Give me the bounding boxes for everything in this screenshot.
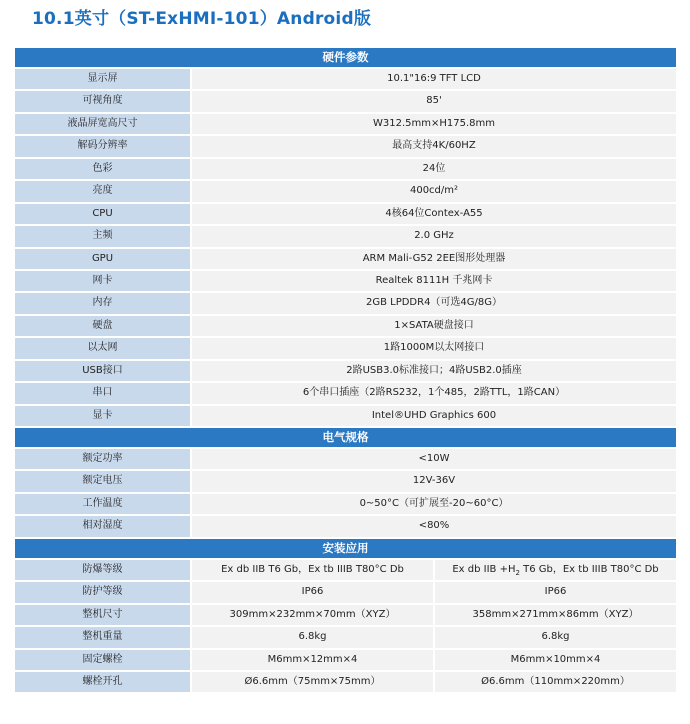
table-row [15,582,676,602]
row-label: 固定螺栓 [15,650,190,670]
row-label: 硬盘 [15,316,190,336]
row-label: 解码分辨率 [15,136,190,156]
row-label: 额定功率 [15,449,190,469]
installation-rows [15,560,676,695]
row-value: 0~50°C（可扩展至-20~60°C） [192,494,676,514]
table-row [15,383,676,403]
row-label: 额定电压 [15,471,190,491]
row-value: <10W [192,449,676,469]
row-label: 相对湿度 [15,516,190,536]
row-label: 色彩 [15,159,190,179]
row-label: 主频 [15,226,190,246]
table-row [15,560,676,580]
row-value: 2路USB3.0标准接口；4路USB2.0插座 [192,361,676,381]
table-row [15,650,676,670]
row-value: ARM Mali-G52 2EE图形处理器 [192,249,676,269]
table-row [15,249,676,269]
row-value-a: Ex db IIB T6 Gb，Ex tb IIIB T80°C Db [192,560,433,580]
table-row [15,406,676,426]
row-value: 1×SATA硬盘接口 [192,316,676,336]
table-row [15,449,676,469]
section-header-electrical: 电气规格 [15,428,676,447]
table-row [15,226,676,246]
row-value-b: 6.8kg [435,627,676,647]
row-value: 2.0 GHz [192,226,676,246]
row-value-b: M6mm×10mm×4 [435,650,676,670]
row-label: 显卡 [15,406,190,426]
row-label: 防护等级 [15,582,190,602]
value-b-pre: Ex db IIB +H [452,563,516,575]
table-row [15,672,676,692]
row-label: 防爆等级 [15,560,190,580]
value-b-sub: 2 [515,568,520,577]
table-row [15,271,676,291]
table-row [15,338,676,358]
table-row [15,181,676,201]
table-row [15,114,676,134]
row-label: 工作温度 [15,494,190,514]
page-title: 10.1英寸（ST-ExHMI-101）Android版 [32,9,372,29]
spec-table [15,48,676,694]
row-value: Realtek 8111H 千兆网卡 [192,271,676,291]
value-b-post: T6 Gb，Ex tb IIIB T80°C Db [519,563,659,575]
table-row [15,204,676,224]
row-value-a: IP66 [192,582,433,602]
row-label: 显示屏 [15,69,190,89]
row-label: 串口 [15,383,190,403]
row-value: 400cd/m² [192,181,676,201]
table-row [15,91,676,111]
row-label: 液晶屏宽高尺寸 [15,114,190,134]
row-value: 85' [192,91,676,111]
table-row [15,136,676,156]
row-value: 1路1000M以太网接口 [192,338,676,358]
row-value: 4核64位Contex-A55 [192,204,676,224]
row-value: 12V-36V [192,471,676,491]
row-label: CPU [15,204,190,224]
row-value-b: IP66 [435,582,676,602]
table-row [15,516,676,536]
row-value: 最高支持4K/60HZ [192,136,676,156]
table-row [15,361,676,381]
row-label: GPU [15,249,190,269]
table-row [15,494,676,514]
section-header-installation: 安装应用 [15,539,676,558]
table-row [15,316,676,336]
row-value-b [435,560,676,580]
row-value: W312.5mm×H175.8mm [192,114,676,134]
row-label: 螺栓开孔 [15,672,190,692]
table-row [15,69,676,89]
table-row [15,293,676,313]
hardware-rows [15,69,676,428]
section-header-hardware: 硬件参数 [15,48,676,67]
row-label: 整机重量 [15,627,190,647]
row-label: 网卡 [15,271,190,291]
row-value: 2GB LPDDR4（可选4G/8G） [192,293,676,313]
row-label: 可视角度 [15,91,190,111]
row-value: 10.1"16:9 TFT LCD [192,69,676,89]
row-label: 整机尺寸 [15,605,190,625]
row-value: 24位 [192,159,676,179]
row-value: 6个串口插座（2路RS232，1个485，2路TTL，1路CAN） [192,383,676,403]
row-value-a: M6mm×12mm×4 [192,650,433,670]
row-label: 内存 [15,293,190,313]
table-row [15,605,676,625]
table-row [15,627,676,647]
row-label: USB接口 [15,361,190,381]
table-row [15,471,676,491]
row-label: 亮度 [15,181,190,201]
row-value: <80% [192,516,676,536]
row-value: Intel®UHD Graphics 600 [192,406,676,426]
row-value-b: 358mm×271mm×86mm（XYZ） [435,605,676,625]
row-value-b: Ø6.6mm（110mm×220mm） [435,672,676,692]
row-value-a: 309mm×232mm×70mm（XYZ） [192,605,433,625]
table-row [15,159,676,179]
electrical-rows [15,449,676,539]
row-value-a: 6.8kg [192,627,433,647]
row-label: 以太网 [15,338,190,358]
row-value-a: Ø6.6mm（75mm×75mm） [192,672,433,692]
